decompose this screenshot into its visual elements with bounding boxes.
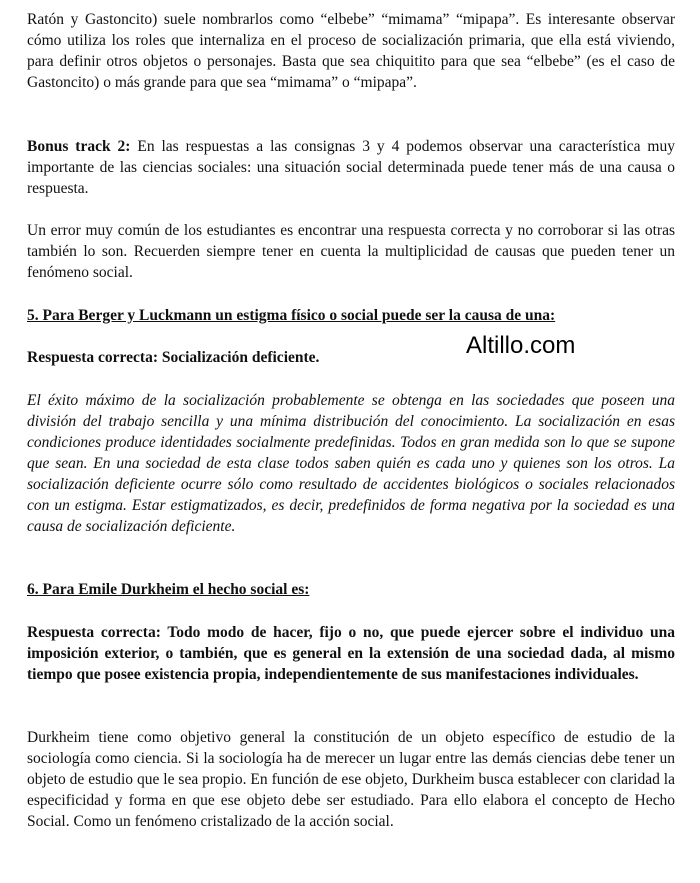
bonus-track-label: Bonus track 2:	[27, 138, 131, 155]
question-6-heading: 6. Para Emile Durkheim el hecho social es:	[27, 581, 310, 598]
bonus-track-paragraph	[27, 136, 675, 199]
question-6-explanation: Durkheim tiene como objetivo general la constitución de un objeto específico de estudio de la sociología como ciencia. Si la sociología ha de merecer un lugar entre las demás ciencias debe tener un objeto de estudio que le sea propio. En función de ese objeto, Durkheim busca establecer con claridad la especificidad y forma en que ese objeto debe ser estudiado. Para ello elabora el concepto de Hecho Social. Como un fenómeno cristalizado de la acción social.	[27, 729, 675, 830]
question-5-heading: 5. Para Berger y Luckmann un estigma físico o social puede ser la causa de una:	[27, 307, 556, 324]
bonus-track-text: En las respuestas a las consignas 3 y 4 podemos observar una característica muy importante de las ciencias sociales: una situación social determinada puede tener más de una causa o respuesta.	[27, 138, 675, 197]
question-6-answer: Respuesta correcta: Todo modo de hacer, fijo o no, que puede ejercer sobre el individuo una imposición exterior, o también, que es general en la extensión de una sociedad dada, al mismo tiempo que posee existencia propia, independientemente de sus manifestaciones individuales.	[27, 624, 675, 683]
watermark: Altillo.com	[466, 332, 576, 359]
intro-paragraph: Ratón y Gastoncito) suele nombrarlos como “elbebe” “mimama” “mipapa”. Es interesante observar cómo utiliza los roles que internaliza en el proceso de socialización primaria, que ella está viviendo, para definir otros objetos o personajes. Basta que sea chiquitito para que sea “elbebe” (es el caso de Gastoncito) o más grande para que sea “mimama” o “mipapa”.	[27, 11, 675, 91]
question-5-explanation: El éxito máximo de la socialización probablemente se obtenga en las sociedades que poseen una división del trabajo sencilla y una mínima distribución del conocimiento. La socialización en esas condiciones produce identidades socialmente predefinidas. Todos en gran medida son lo que se supone que sean. En una sociedad de esta clase todos saben quién es cada uno y quienes son los otros. La socialización deficiente ocurre sólo como resultado de accidentes biológicos o sociales relacionados con un estigma. Estar estigmatizados, es decir, predefinidos de forma negativa por la sociedad es una causa de socialización deficiente.	[27, 392, 675, 535]
common-error-paragraph: Un error muy común de los estudiantes es encontrar una respuesta correcta y no corroborar si las otras también lo son. Recuerden siempre tener en cuenta la multiplicidad de causas que pueden tener un fenómeno social.	[27, 222, 675, 281]
document-page	[27, 0, 675, 883]
question-5-answer: Respuesta correcta: Socialización deficiente.	[27, 349, 320, 366]
